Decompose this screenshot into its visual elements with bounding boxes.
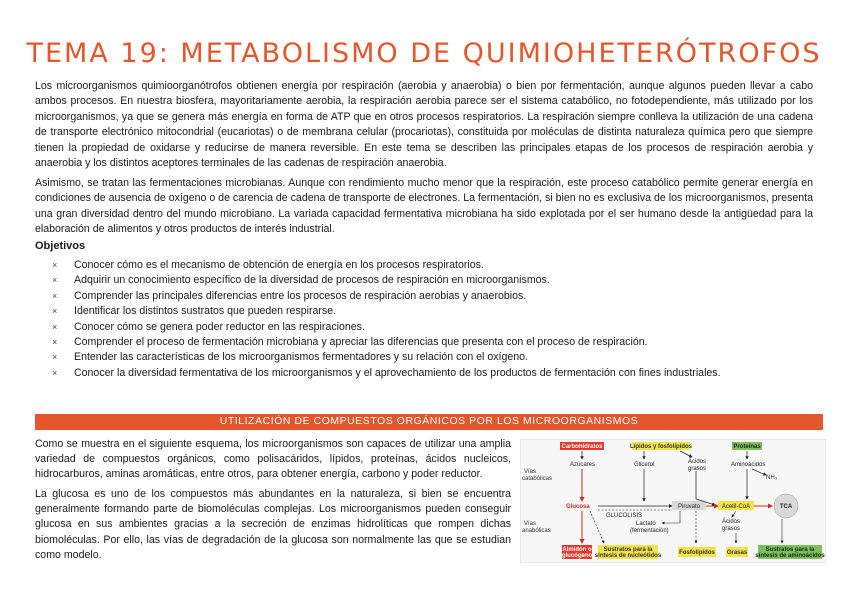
label-almidon-1: Almidón o	[562, 547, 592, 553]
label-sustratos-nucleotidos-2: síntesis de nucleótidos	[594, 553, 662, 559]
label-almidon-2: glucógeno	[561, 553, 593, 559]
label-aminoacidos: Aminoácidos	[731, 462, 766, 468]
label-acidos-grasos-2: grasos	[688, 466, 707, 472]
label-sustratos-nucleotidos-1: Sustratos para la	[603, 547, 653, 553]
label-carbohidratos: Carbohidratos	[561, 444, 603, 450]
section-paragraph-2: La glucosa es uno de los compuestos más abundantes en la naturaleza, si bien se encuentra generalmente formando parte de biomoléculas complejas. Los microorganismos pueden conseguir glucosa en sus ambientes gracias a la secreción de enzimas hidrolíticas que rompen dichas biomoléculas. Por ello, las vías de degradación de la glucosa son normalmente las que se estudian como modelo.	[35, 488, 511, 561]
objective-item: × Conocer la diversidad fermentativa de los microorganismos y el aprovechamiento de los productos de fermentación con fines industriales.	[52, 366, 812, 381]
metabolism-diagram-svg	[520, 439, 826, 563]
intro-paragraph-1: Los microorganismos quimioorganótrofos obtienen energía por respiración (aerobia y anaerobia) o bien por fermentación, aunque algunos pueden llevar a cabo ambos procesos. En nuestra biosfera, mayoritariamente aerobia, la respiración aerobia parece ser el sistema catabólico, no fotodependiente, más utilizado por los microorganismos, ya que se genera más energía en forma de ATP que en otros procesos respiratorios. La respiración siempre conlleva la utilización de una cadena de transporte electrónico mitocondrial (eucariotas) o de membrana celular (procariotas), constituida por moléculas de distinta naturaleza química pero que siempre tienen la propiedad de oxidarse y reducirse de manera reversible. En este tema se describen las principales etapas de los procesos de respiración aerobia y anaerobia y los distintos aceptores terminales de las cadenas de respiración anaerobia.	[35, 80, 813, 170]
label-piruvato: Piruvato	[677, 504, 701, 510]
label-lipidos: Lípidos y fosfolípidos	[630, 444, 692, 450]
metabolism-diagram	[520, 439, 826, 563]
label-glicerol: Glicerol	[634, 462, 655, 468]
objective-item: × Entender las características de los microorganismos fermentadores y su relación con el oxígeno.	[52, 350, 812, 365]
label-nh3: NH₃	[766, 475, 778, 481]
objectives-list	[52, 258, 812, 381]
bullet-x-icon: ×	[52, 275, 58, 286]
label-tca: TCA	[779, 504, 793, 510]
bullet-x-icon: ×	[52, 352, 58, 363]
objectives-heading: Objetivos	[35, 240, 86, 252]
bullet-x-icon: ×	[52, 337, 58, 348]
label-sustratos-aminoacidos-1: Sustratos para la	[765, 547, 815, 553]
label-anabolic-1: Vías	[524, 521, 537, 527]
objective-item: × Comprender las principales diferencias entre los procesos de respiración aerobias y anaerobios.	[52, 289, 812, 304]
label-glucosa: Glucosa	[566, 504, 590, 510]
label-lactato-2: (fermentación)	[630, 528, 669, 534]
label-acidos-grasos-b2: grasos	[722, 526, 741, 532]
label-acetil-coa: Acetil-CoA	[721, 504, 751, 510]
intro-paragraph-2: Asimismo, se tratan las fermentaciones microbianas. Aunque con rendimiento mucho menor que la respiración, este proceso catabólico permite generar energía en condiciones de ausencia de oxígeno o de carencia de cadena de transporte de electrones. La fermentación, si bien no es exclusiva de los microorganismos, presenta una gran diversidad dentro del mundo microbiano. La variada capacidad fermentativa microbiana ha sido explotada por el ser humano desde la antigüedad para la elaboración de alimentos y otros productos de interés industrial.	[35, 177, 813, 236]
label-catabolic-1: Vías	[524, 469, 537, 475]
label-grasas: Grasas	[726, 550, 748, 556]
label-azucares: Azúcares	[570, 462, 596, 468]
objective-item: × Conocer cómo se genera poder reductor en las respiraciones.	[52, 320, 812, 335]
objective-item: × Comprender el proceso de fermentación microbiana y apreciar las diferencias que presenta con el proceso de respiración.	[52, 335, 812, 350]
label-fosfolipidos: Fosfolípidos	[679, 550, 715, 556]
bullet-x-icon: ×	[52, 367, 58, 378]
section-banner: UTILIZACIÓN DE COMPUESTOS ORGÁNICOS POR LOS MICROORGANISMOS	[35, 414, 823, 430]
bullet-x-icon: ×	[52, 306, 58, 317]
label-glucolisis: GLUCOLISIS	[606, 513, 643, 519]
section-paragraph-1: Como se muestra en el siguiente esquema, los microorganismos son capaces de utilizar una amplia variedad de compuestos orgánicos, como polisacáridos, lípidos, proteínas, ácidos nucleicos, hidrocarburos, aminas aromáticas, entre otros, para obtener energía, carbono y poder reductor.	[35, 438, 511, 481]
page-title: TEMA 19: METABOLISMO DE QUIMIOHETERÓTROFOS	[26, 38, 822, 69]
label-proteinas: Proteínas	[733, 444, 761, 450]
label-anabolic-2: anabólicas	[522, 528, 551, 534]
bullet-x-icon: ×	[52, 290, 58, 301]
objective-item: × Conocer cómo es el mecanismo de obtención de energía en los procesos respiratorios.	[52, 258, 812, 273]
bullet-x-icon: ×	[52, 260, 58, 270]
label-lactato-1: Lactato	[636, 521, 656, 527]
label-sustratos-aminoacidos-2: síntesis de aminoácidos	[755, 553, 825, 559]
objective-item: × Adquirir un conocimiento específico de la diversidad de procesos de respiración en microorganismos.	[52, 273, 812, 288]
objective-item: × Identificar los distintos sustratos que pueden respirarse.	[52, 304, 812, 319]
label-acidos-grasos-b1: Ácidos	[722, 519, 741, 525]
label-catabolic-2: catabólicas	[522, 476, 553, 482]
bullet-x-icon: ×	[52, 321, 58, 332]
label-acidos-grasos-1: Ácidos	[688, 459, 707, 465]
